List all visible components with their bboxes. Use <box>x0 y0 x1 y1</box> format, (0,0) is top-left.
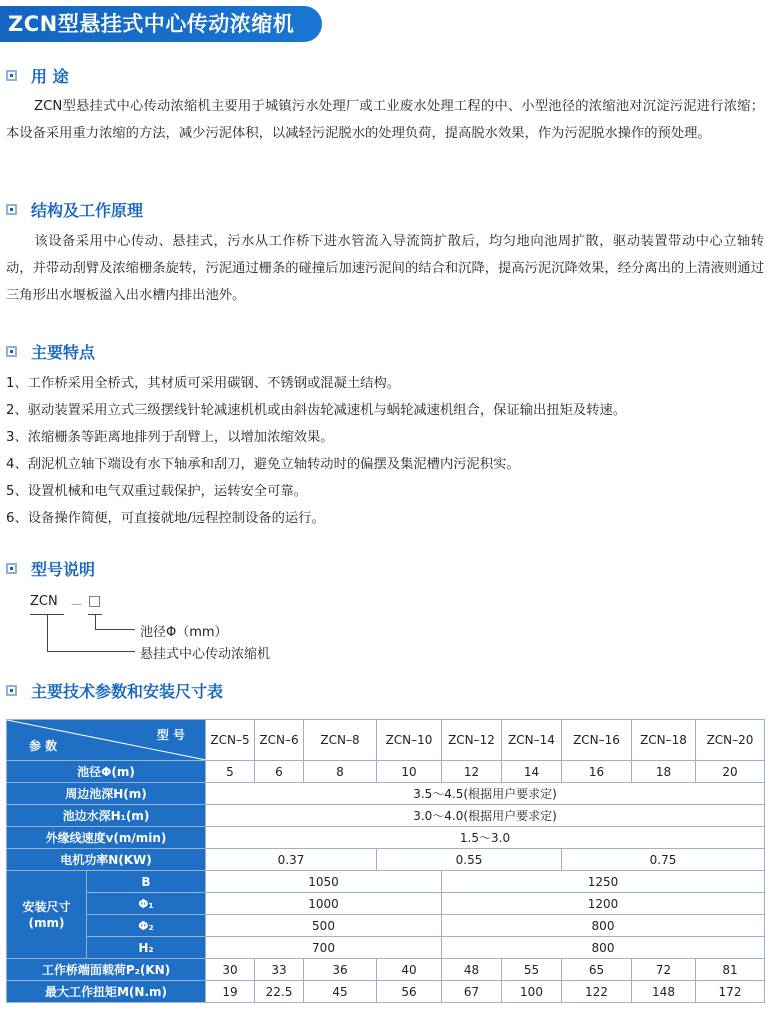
corner-model-label: 型 号 <box>156 728 185 742</box>
table-row <box>7 849 765 871</box>
bullet-square-icon <box>6 563 17 574</box>
table-cell: 81 <box>696 959 765 981</box>
table-cell: 10 <box>377 761 442 783</box>
table-cell: 148 <box>632 981 696 1003</box>
usage-heading-text: 用 途 <box>31 66 69 86</box>
table-cell: 48 <box>442 959 502 981</box>
model-header: ZCN–5 <box>206 720 255 761</box>
section-model-heading <box>6 557 95 579</box>
table-cell: 1.5～3.0 <box>206 827 765 849</box>
bullet-square-icon <box>6 204 17 215</box>
table-cell: 67 <box>442 981 502 1003</box>
table-cell: 800 <box>442 937 765 959</box>
table-cell: 14 <box>502 761 562 783</box>
specs-heading-text: 主要技术参数和安装尺寸表 <box>31 681 224 701</box>
principle-text: 该设备采用中心传动、悬挂式，污水从工作桥下进水管流入导流筒扩散后，均匀地向池周扩散，驱动装置带动中心立轴转动，并带动刮臂及浓缩栅条旋转，污泥通过栅条的碰撞后加速污泥间的结合和沉降，提高污泥沉降效果，经分离出的上清液则通过三角形出水堰板溢入出水槽内排出池外。 <box>6 234 764 303</box>
table-row <box>7 805 765 827</box>
table-corner-cell <box>7 720 206 761</box>
model-code: ZCN <box>30 594 58 609</box>
table-cell: 1000 <box>206 893 442 915</box>
row-label-power: 电机功率N(KW) <box>7 849 206 871</box>
section-features-heading <box>6 340 95 362</box>
page-title: ZCN型悬挂式中心传动浓缩机 <box>0 6 322 42</box>
model-connector-line <box>47 614 48 652</box>
table-cell: 65 <box>562 959 632 981</box>
table-cell: 8 <box>304 761 377 783</box>
install-sub-label: H₂ <box>87 937 206 959</box>
principle-paragraph <box>6 228 764 309</box>
table-cell: 30 <box>206 959 255 981</box>
table-cell: 0.55 <box>377 849 562 871</box>
table-cell: 700 <box>206 937 442 959</box>
table-cell: 20 <box>696 761 765 783</box>
table-header-row <box>7 720 765 761</box>
model-header: ZCN–8 <box>304 720 377 761</box>
table-cell: 3.5～4.5(根据用户要求定) <box>206 783 765 805</box>
table-cell: 3.0～4.0(根据用户要求定) <box>206 805 765 827</box>
usage-text: ZCN型悬挂式中心传动浓缩机主要用于城镇污水处理厂或工业废水处理工程的中、小型池径的浓缩池对沉淀污泥进行浓缩；本设备采用重力浓缩的方法，减少污泥体积，以减轻污泥脱水的处理负荷，提高脱水效果，作为污泥脱水操作的预处理。 <box>6 99 764 141</box>
table-cell: 1250 <box>442 871 765 893</box>
feature-item: 4、刮泥机立轴下端设有水下轴承和刮刀，避免立轴转动时的偏摆及集泥槽内污泥积实。 <box>6 457 520 472</box>
install-sub-label: Φ₁ <box>87 893 206 915</box>
table-cell: 33 <box>255 959 304 981</box>
table-cell: 72 <box>632 959 696 981</box>
model-label-diameter: 池径Φ（mm） <box>140 625 228 640</box>
model-box: □ <box>88 593 102 609</box>
model-label-name: 悬挂式中心传动浓缩机 <box>140 647 271 662</box>
model-heading-text: 型号说明 <box>31 559 96 579</box>
table-cell: 19 <box>206 981 255 1003</box>
table-row <box>7 981 765 1003</box>
feature-item: 6、设备操作简便，可直接就地/远程控制设备的运行。 <box>6 511 325 526</box>
table-cell: 0.37 <box>206 849 377 871</box>
table-cell: 18 <box>632 761 696 783</box>
section-specs-heading <box>6 679 223 701</box>
table-row <box>7 871 765 893</box>
row-label-depth: 周边池深H(m) <box>7 783 206 805</box>
table-row <box>7 827 765 849</box>
table-cell: 22.5 <box>255 981 304 1003</box>
bullet-square-icon <box>6 685 17 696</box>
table-cell: 122 <box>562 981 632 1003</box>
table-cell: 40 <box>377 959 442 981</box>
table-cell: 6 <box>255 761 304 783</box>
table-cell: 56 <box>377 981 442 1003</box>
row-label-torque: 最大工作扭矩M(N.m) <box>7 981 206 1003</box>
row-label-water: 池边水深H₁(m) <box>7 805 206 827</box>
usage-paragraph <box>6 93 764 147</box>
model-connector-line <box>95 614 96 630</box>
install-sub-label: B <box>87 871 206 893</box>
section-principle-heading <box>6 198 143 220</box>
table-cell: 800 <box>442 915 765 937</box>
model-header: ZCN–10 <box>377 720 442 761</box>
corner-param-label: 参 数 <box>29 739 58 753</box>
row-label-diameter: 池径Φ(m) <box>7 761 206 783</box>
model-header: ZCN–6 <box>255 720 304 761</box>
table-cell: 500 <box>206 915 442 937</box>
table-row <box>7 937 765 959</box>
table-row <box>7 893 765 915</box>
model-header: ZCN–20 <box>696 720 765 761</box>
model-header: ZCN–18 <box>632 720 696 761</box>
table-cell: 12 <box>442 761 502 783</box>
feature-item: 5、设置机械和电气双重过载保护，运转安全可靠。 <box>6 484 307 499</box>
table-cell: 1050 <box>206 871 442 893</box>
model-connector-line <box>47 651 135 652</box>
section-usage-heading <box>6 64 69 86</box>
table-cell: 45 <box>304 981 377 1003</box>
feature-item: 1、工作桥采用全桥式，其材质可采用碳钢、不锈钢或混凝土结构。 <box>6 376 401 391</box>
bullet-square-icon <box>6 346 17 357</box>
install-sub-label: Φ₂ <box>87 915 206 937</box>
row-label-load: 工作桥端面载荷P₂(KN) <box>7 959 206 981</box>
model-header: ZCN–16 <box>562 720 632 761</box>
table-cell: 55 <box>502 959 562 981</box>
features-heading-text: 主要特点 <box>31 342 96 362</box>
principle-heading-text: 结构及工作原理 <box>31 200 144 220</box>
table-cell: 16 <box>562 761 632 783</box>
model-connector-line <box>95 629 135 630</box>
row-label-speed: 外缘线速度v(m/min) <box>7 827 206 849</box>
model-header: ZCN–12 <box>442 720 502 761</box>
table-cell: 36 <box>304 959 377 981</box>
row-label-install: 安装尺寸 (mm) <box>7 871 87 959</box>
model-dash: － <box>70 598 84 613</box>
feature-item: 2、驱动装置采用立式三级摆线针轮减速机机或由斜齿轮减速机与蜗轮减速机组合，保证输出扭矩及转速。 <box>6 403 627 418</box>
table-row <box>7 783 765 805</box>
table-cell: 5 <box>206 761 255 783</box>
table-row <box>7 915 765 937</box>
table-row <box>7 761 765 783</box>
model-header: ZCN–14 <box>502 720 562 761</box>
table-cell: 0.75 <box>562 849 765 871</box>
spec-table <box>6 719 765 1003</box>
feature-item: 3、浓缩栅条等距离地排列于刮臂上，以增加浓缩效果。 <box>6 430 334 445</box>
table-cell: 1200 <box>442 893 765 915</box>
table-cell: 100 <box>502 981 562 1003</box>
features-list <box>6 370 626 532</box>
bullet-square-icon <box>6 70 17 81</box>
table-cell: 172 <box>696 981 765 1003</box>
table-row <box>7 959 765 981</box>
